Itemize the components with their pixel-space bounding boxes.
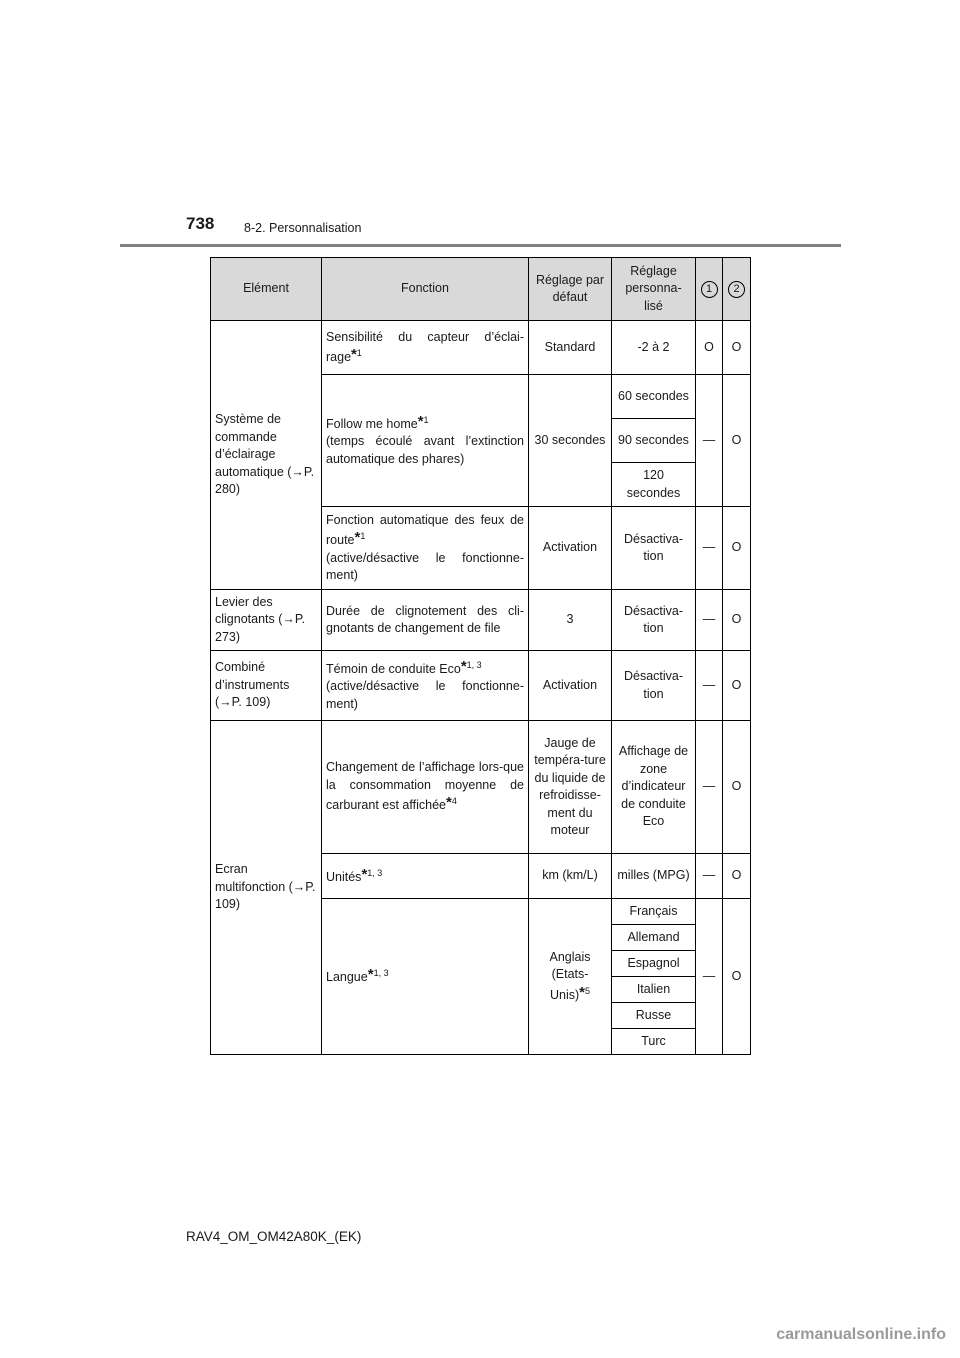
function-cell: Durée de clignotement des cli-gnotants de changement de file [322,590,529,651]
function-detail: (active/désactive le fonctionne-ment) [326,679,524,711]
custom-cell: Français [612,899,696,925]
default-text: Anglais (Etats-Unis) [549,949,591,1002]
custom-cell: 120 secondes [612,463,696,507]
custom-cell: Désactiva-tion [612,590,696,651]
footnote-ref: 1, 3 [373,968,389,979]
footnote-ref: 1, 3 [367,867,383,878]
asterisk-mark: * [351,346,357,363]
default-cell: 30 secondes [529,375,612,507]
section-title: 8-2. Personnalisation [244,221,362,235]
default-cell: Jauge de tempéra-ture du liquide de refroidisse-ment du moteur [529,721,612,854]
col2-cell: O [723,590,751,651]
asterisk-mark: * [354,529,361,546]
watermark: carmanualsonline.info [776,1326,946,1343]
col1-cell: — [696,651,723,721]
custom-cell: Espagnol [612,951,696,977]
default-cell: Standard [529,321,612,375]
custom-cell: Affichage de zone d’indicateur de conduite Eco [612,721,696,854]
col2-cell: O [723,899,751,1055]
header-element: Elément [211,258,322,321]
header-custom: Réglage personna-lisé [612,258,696,321]
col1-cell: — [696,899,723,1055]
header-col2 [723,258,751,321]
header-col1 [696,258,723,321]
header-rule [120,244,841,247]
asterisk-mark: * [417,412,424,430]
footnote-ref: 4 [451,796,457,807]
function-text: Témoin de conduite Eco [326,661,461,676]
circled-2-icon: 2 [728,281,745,298]
function-cell [322,854,529,899]
element-cell: Ecran multifonction (→P. 109) [211,721,322,1055]
col1-cell: — [696,590,723,651]
default-cell: 3 [529,590,612,651]
table-row [211,721,751,854]
function-detail: (active/désactive le fonctionne-ment) [326,550,524,582]
table-row [211,321,751,375]
asterisk-mark: * [361,865,368,883]
col1-cell: — [696,375,723,507]
col2-cell: O [723,375,751,507]
col2-cell: O [723,651,751,721]
function-cell [322,651,529,721]
footnote-ref: 1, 3 [466,659,482,670]
settings-table [210,257,751,1055]
document-code: RAV4_OM_OM42A80K_(EK) [186,1229,362,1244]
footnote-ref: 1 [423,414,429,425]
custom-cell: Italien [612,977,696,1003]
default-cell [529,899,612,1055]
function-detail: (temps écoulé avant l’extinction automatique des phares) [326,434,524,466]
custom-cell: -2 à 2 [612,321,696,375]
function-cell [322,899,529,1055]
default-cell: Activation [529,507,612,590]
element-cell: Système de commande d’éclairage automatique (→P. 280) [211,321,322,590]
table-row [211,651,751,721]
element-cell: Combiné d’instruments (→P. 109) [211,651,322,721]
function-text: Fonction automatique des feux de route [326,512,524,547]
custom-cell: Turc [612,1029,696,1055]
custom-cell: Désactiva-tion [612,651,696,721]
table-header-row [211,258,751,321]
footnote-ref: 1 [360,530,366,541]
function-text: Changement de l’affichage lors-que la consommation moyenne de carburant est affichée [326,760,524,813]
function-cell [322,375,529,507]
custom-cell: 90 secondes [612,419,696,463]
function-text: Unités [326,869,362,884]
custom-cell: Désactiva-tion [612,507,696,590]
function-text: Follow me home [326,416,418,431]
default-cell: km (km/L) [529,854,612,899]
function-text: Sensibilité du capteur d’éclai-rage [326,329,524,364]
function-cell [322,507,529,590]
custom-cell: 60 secondes [612,375,696,419]
circled-1-icon: 1 [701,281,718,298]
table-row [211,590,751,651]
footnote-ref: 1 [356,347,362,358]
settings-table-wrap [210,257,750,1055]
default-cell: Activation [529,651,612,721]
col2-cell: O [723,854,751,899]
col1-cell: O [696,321,723,375]
function-cell [322,721,529,854]
col1-cell: — [696,507,723,590]
col2-cell: O [723,321,751,375]
col1-cell: — [696,854,723,899]
asterisk-mark: * [460,657,467,675]
header-function: Fonction [322,258,529,321]
asterisk-mark: * [445,794,452,812]
asterisk-mark: * [579,983,585,1001]
custom-cell: milles (MPG) [612,854,696,899]
page-number: 738 [186,214,215,233]
function-text: Langue [326,970,368,985]
footnote-ref: 5 [585,985,591,996]
custom-cell: Allemand [612,925,696,951]
col2-cell: O [723,721,751,854]
custom-cell: Russe [612,1003,696,1029]
col1-cell: — [696,721,723,854]
element-cell: Levier des clignotants (→P. 273) [211,590,322,651]
asterisk-mark: * [367,966,374,984]
col2-cell: O [723,507,751,590]
function-cell [322,321,529,375]
header-default: Réglage par défaut [529,258,612,321]
